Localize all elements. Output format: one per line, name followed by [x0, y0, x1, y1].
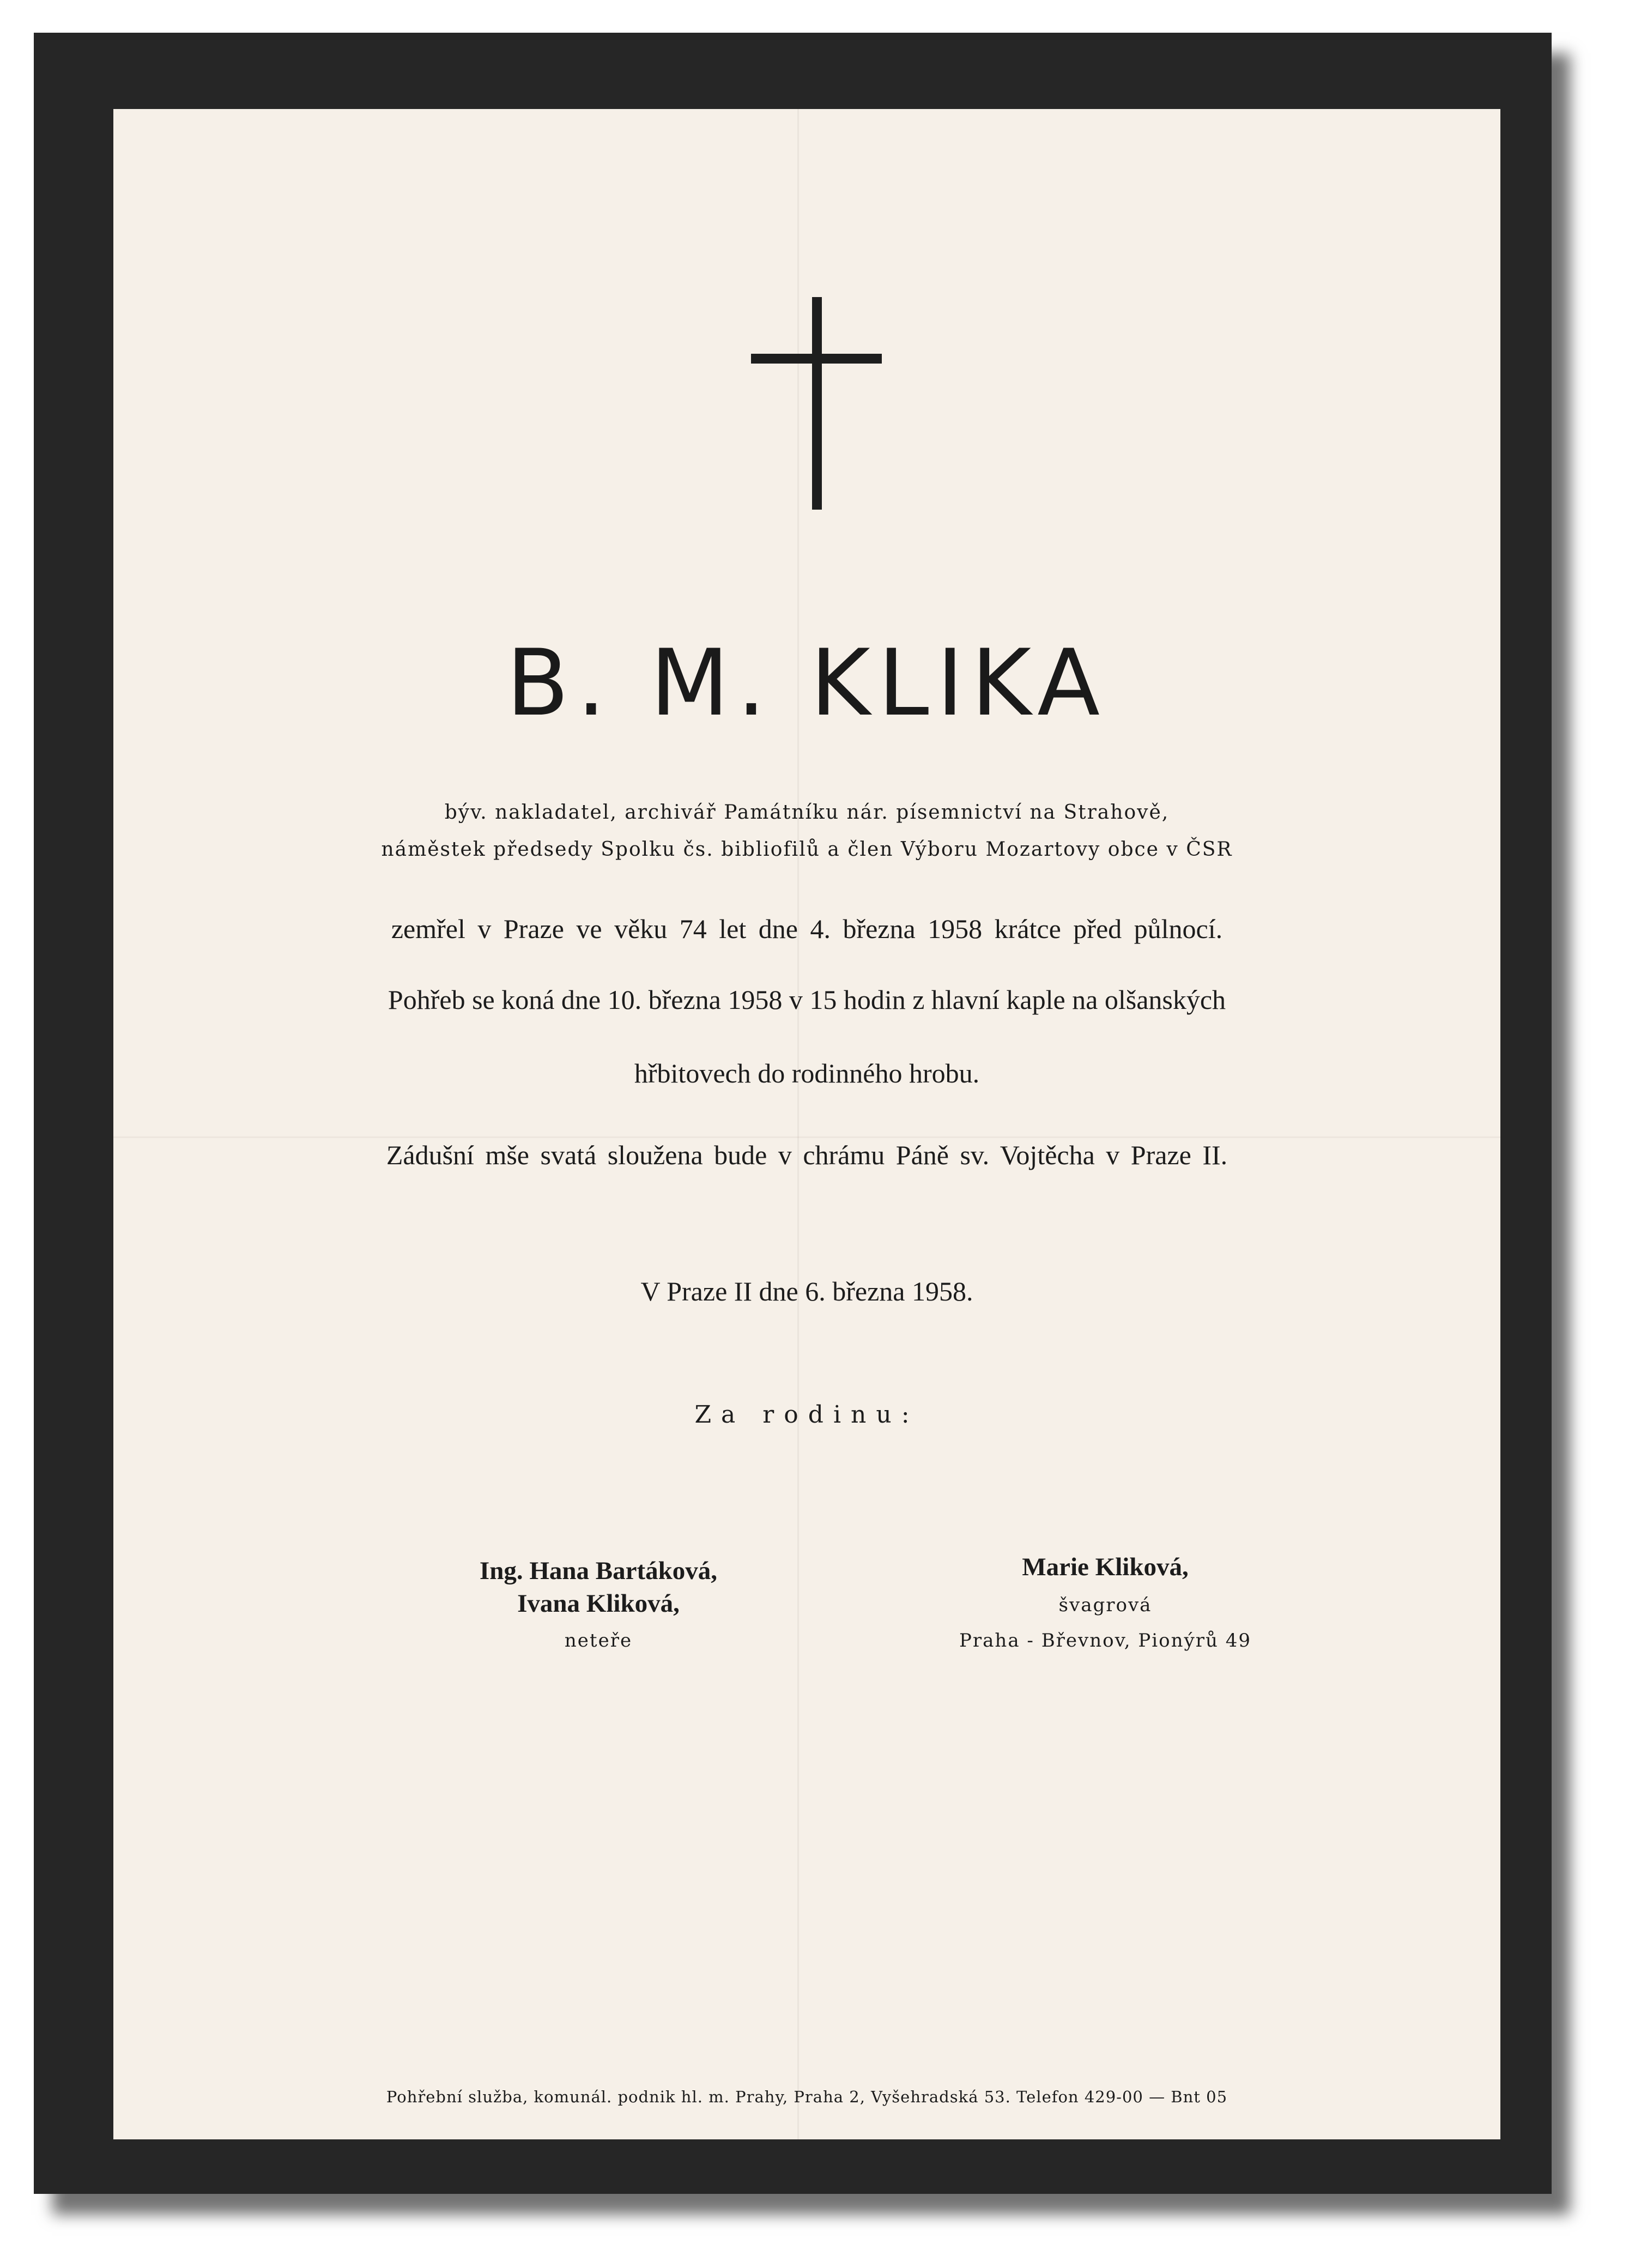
deceased-name: B. M. KLIKA: [506, 630, 1108, 736]
cross-vertical-bar: [812, 297, 822, 510]
family-name-marie: Marie Kliková,: [1022, 1553, 1189, 1581]
funeral-line-2: hřbitovech do rodinného hrobu.: [634, 1058, 980, 1088]
family-address: Praha - Břevnov, Pionýrů 49: [959, 1630, 1251, 1652]
family-name-ivana: Ivana Kliková,: [517, 1589, 680, 1618]
obituary-paper: [113, 109, 1500, 2139]
family-name-hana: Ing. Hana Bartáková,: [479, 1557, 718, 1585]
mourning-border: [34, 33, 1552, 2194]
paper-fold-horizontal: [113, 1136, 1500, 1138]
family-relation-left: neteře: [564, 1630, 633, 1652]
description-line-2: náměstek předsedy Spolku čs. bibliofilů a člen Výboru Mozartovy obce v ČSR: [381, 838, 1233, 861]
funeral-line-1: Pohřeb se koná dne 10. března 1958 v 15 hodin z hlavní kaple na olšanských: [387, 984, 1226, 1015]
cross-icon: [751, 297, 882, 510]
death-announcement: zemřel v Praze ve věku 74 let dne 4. března 1958 krátce před půlnocí.: [391, 914, 1223, 944]
place-and-date: V Praze II dne 6. března 1958.: [640, 1276, 973, 1307]
family-relation-right: švagrová: [1058, 1594, 1152, 1616]
family-heading: Za rodinu:: [694, 1401, 919, 1429]
mass-announcement: Zádušní mše svatá sloužena bude v chrámu Páně sv. Vojtěcha v Praze II.: [386, 1140, 1228, 1170]
description-line-1: býv. nakladatel, archivář Památníku nár. písemnictví na Strahově,: [444, 801, 1170, 824]
funeral-service-footer: Pohřební služba, komunál. podnik hl. m. Prahy, Praha 2, Vyšehradská 53. Telefon 429-00 — Bnt 05: [386, 2088, 1228, 2106]
cross-horizontal-bar: [751, 354, 882, 364]
